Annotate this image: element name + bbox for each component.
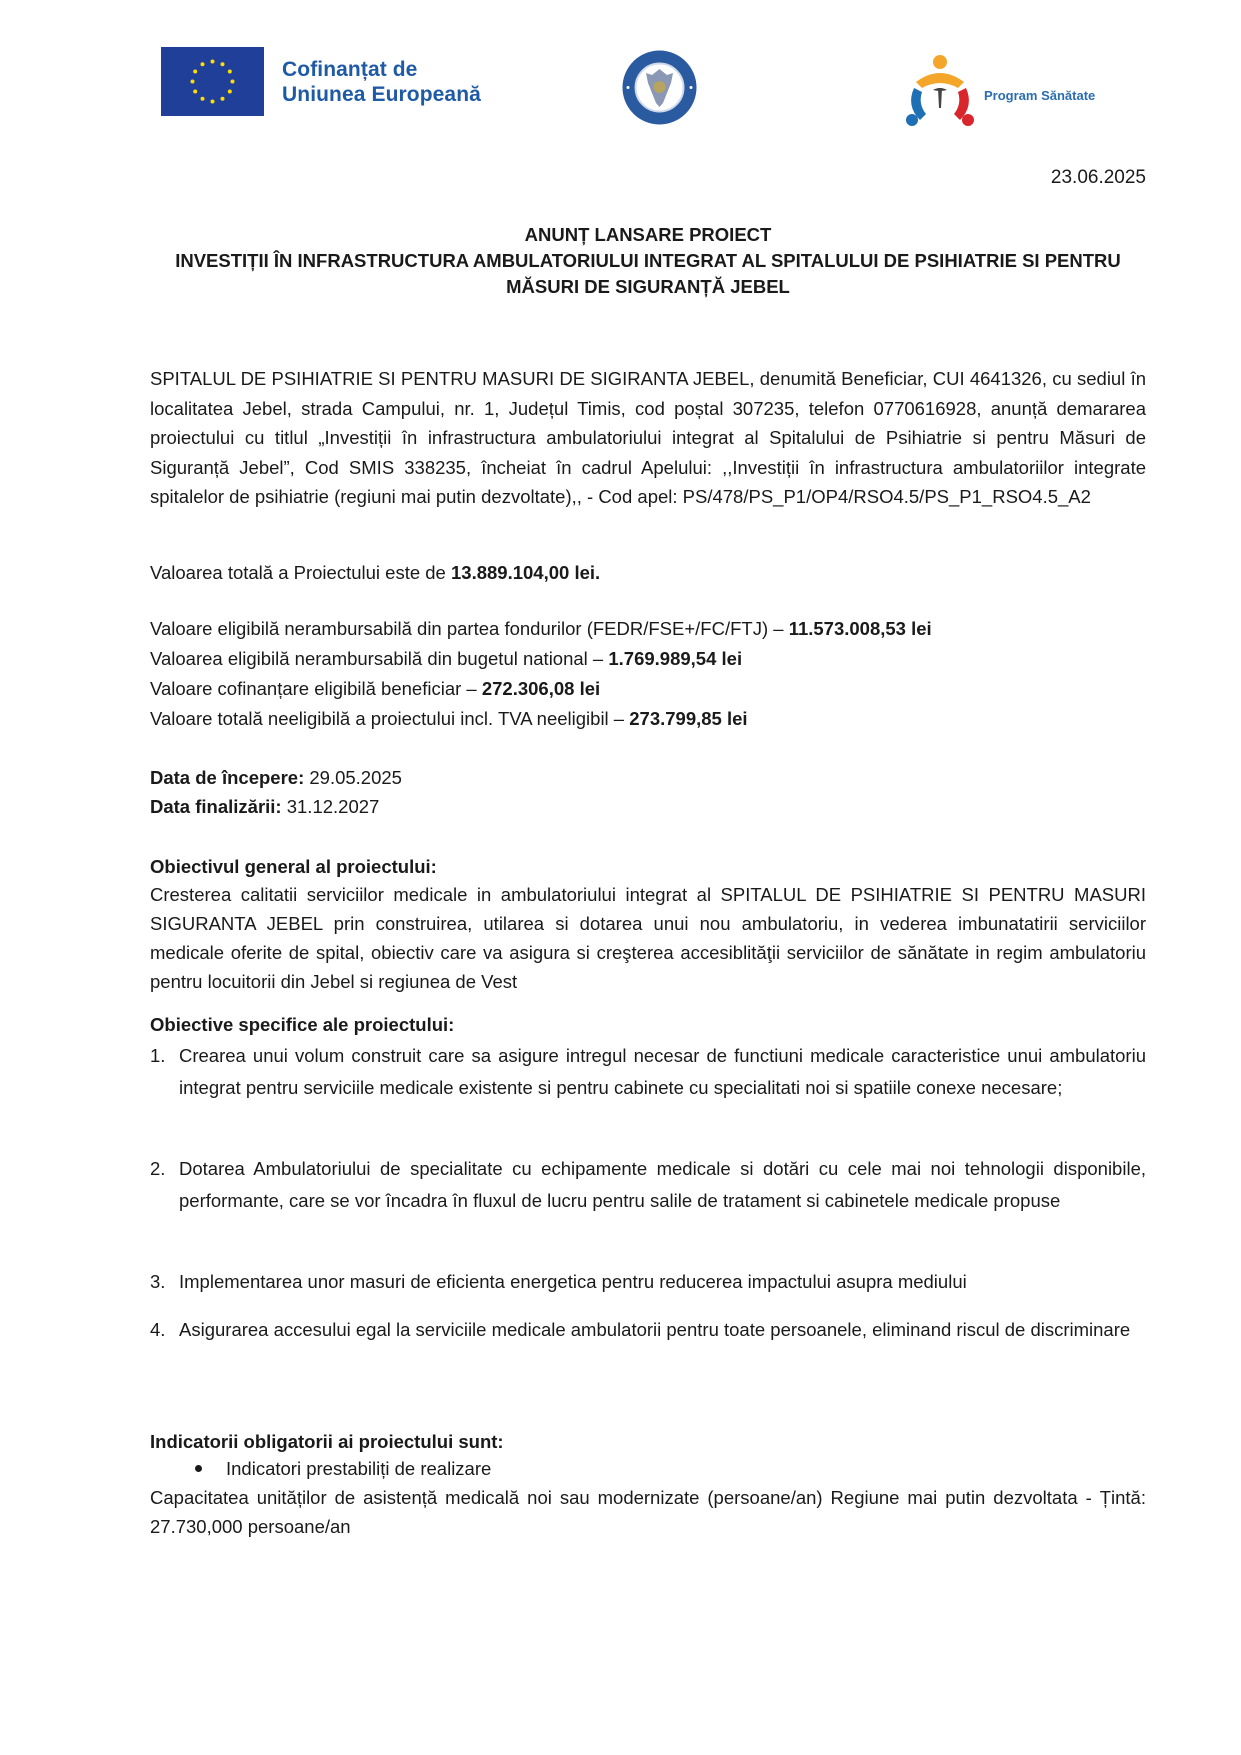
start-date-value: 29.05.2025: [304, 767, 402, 788]
end-date-value: 31.12.2027: [281, 796, 380, 817]
value-amount: 1.769.989,54 lei: [608, 648, 743, 669]
value-line: [150, 644, 742, 673]
indicators-bullet: [195, 1454, 491, 1483]
value-line: [150, 704, 748, 733]
eu-logo-line1: Cofinanțat de: [282, 57, 418, 81]
indicators-heading: [150, 1427, 504, 1456]
specific-objectives-heading: [150, 1010, 454, 1039]
list-item-number: 3.: [150, 1271, 166, 1292]
end-date-label: Data finalizării:: [150, 796, 282, 817]
specific-objectives-list: [150, 1266, 1146, 1298]
general-objective-heading: [150, 852, 437, 881]
total-value-label: Valoarea totală a Proiectului este de: [150, 562, 451, 583]
general-objective-heading-text: Obiectivul general al proiectului:: [150, 856, 437, 877]
document-date: 23.06.2025: [1050, 167, 1146, 188]
list-item-text: Dotarea Ambulatoriului de specialitate cu echipamente medicale si dotări cu cele mai noi tehnologii disponibile, performante, care se vor încadra în fluxul de lucru pentru salile de tratament si cabinetele medicale propuse: [179, 1158, 1146, 1211]
value-label: Valoare eligibilă nerambursabilă din partea fondurilor (FEDR/FSE+/FC/FTJ) –: [150, 618, 789, 639]
start-date-line: [150, 763, 402, 792]
indicators-bullet-text: Indicatori prestabiliți de realizare: [226, 1458, 492, 1479]
list-item-number: 1.: [150, 1045, 166, 1066]
specific-objectives-list: [150, 1314, 1146, 1346]
specific-objectives-list: [150, 1040, 1146, 1104]
value-amount: 11.573.008,53 lei: [788, 618, 932, 639]
indicators-text: Capacitatea unităților de asistență medicală noi sau modernizate (persoane/an) Regiune mai putin dezvoltata - Țintă: 27.730,000 persoane/an: [150, 1487, 1146, 1537]
indicators-heading-text: Indicatorii obligatorii ai proiectului sunt:: [150, 1431, 504, 1452]
list-item-number: 4.: [150, 1319, 166, 1340]
value-amount: 273.799,85 lei: [629, 708, 748, 729]
general-objective-text: Cresterea calitatii serviciilor medicale in ambulatoriului integrat al SPITALUL DE PSIHIATRIE SI PENTRU MASURI SIGURANTA JEBEL prin construirea, utilarea si dotarea unui nou ambulatoriu, in vederea imbunatatirii serviciilor medicale oferite de spital, obiectiv care va asigura si creşterea accesiblităţii serviciilor de sănătate in regim ambulatoriu pentru locuitorii din Jebel si regiunea de Vest: [150, 884, 1146, 992]
eu-logo-line2: Uniunea Europeană: [282, 82, 481, 106]
specific-objectives-heading-text: Obiective specifice ale proiectului:: [150, 1014, 455, 1035]
value-label: Valoare cofinanțare eligibilă beneficiar –: [150, 678, 482, 699]
value-amount: 272.306,08 lei: [481, 678, 601, 699]
list-item: [150, 1153, 1146, 1217]
page-header: [0, 0, 1241, 140]
bullet-icon: [195, 1465, 202, 1472]
value-label: Valoare totală neeligibilă a proiectului incl. TVA neeligibil –: [150, 708, 630, 729]
program-sanatate-logo: [900, 52, 1095, 132]
title-line-3: MĂSURI DE SIGURANȚĂ JEBEL: [506, 276, 790, 297]
program-sanatate-text: Program Sănătate: [984, 87, 1096, 103]
intro-paragraph: SPITALUL DE PSIHIATRIE SI PENTRU MASURI DE SIGIRANTA JEBEL, denumită Beneficiar, CUI 4641326, cu sediul în localitatea Jebel, strada Campului, nr. 1, Județul Timis, cod poștal 307235, telefon 0770616928, anunță demararea proiectului cu titlul „Investiții în infrastructura ambulatoriului integrat al Spitalului de Psihiatrie si pentru Măsuri de Siguranță Jebel”, Cod SMIS 338235, încheiat în cadrul Apelului: ,,Investiții în infrastructura ambulatoriilor integrate spitalelor de psihiatrie (regiuni mai putin dezvoltate),, - Cod apel: PS/478/PS_P1/OP4/RSO4.5/PS_P1_RSO4.5_A2: [150, 368, 1146, 507]
end-date-line: [150, 792, 379, 821]
eu-flag-icon: [161, 47, 264, 116]
list-item: [150, 1040, 1146, 1104]
total-value-line: [150, 558, 600, 587]
title-line-1: ANUNȚ LANSARE PROIECT: [524, 224, 772, 245]
list-item-text: Implementarea unor masuri de eficienta energetica pentru reducerea impactului asupra mediului: [179, 1271, 967, 1292]
title-line-2: INVESTIȚII ÎN INFRASTRUCTURA AMBULATORIULUI INTEGRAT AL SPITALULUI DE PSIHIATRIE SI PENTRU: [175, 250, 1121, 271]
list-item-number: 2.: [150, 1158, 166, 1179]
value-label: Valoarea eligibilă nerambursabilă din bugetul national –: [150, 648, 609, 669]
program-sanatate-people-icon: [900, 52, 980, 132]
list-item-text: Asigurarea accesului egal la serviciile medicale ambulatorii pentru toate persoanele, eliminand riscul de discriminare: [179, 1319, 1131, 1340]
document-title: [150, 222, 1146, 300]
start-date-label: Data de începere:: [150, 767, 305, 788]
specific-objectives-list: [150, 1153, 1146, 1217]
value-line: [150, 674, 600, 703]
list-item-text: Crearea unui volum construit care sa asigure intregul necesar de functiuni medicale caracteristice unui ambulatoriu integrat pentru serviciile medicale existente si pentru cabinete cu specialitati noi si spatiile conexe necesare;: [179, 1045, 1146, 1098]
total-value-amount: 13.889.104,00 lei.: [451, 562, 601, 583]
value-line: [150, 614, 932, 643]
eu-cofunding-logo: [161, 47, 481, 116]
list-item: [150, 1266, 1146, 1298]
romanian-government-seal-icon: [621, 49, 698, 126]
list-item: [150, 1314, 1146, 1346]
eu-logo-text: [282, 57, 481, 107]
